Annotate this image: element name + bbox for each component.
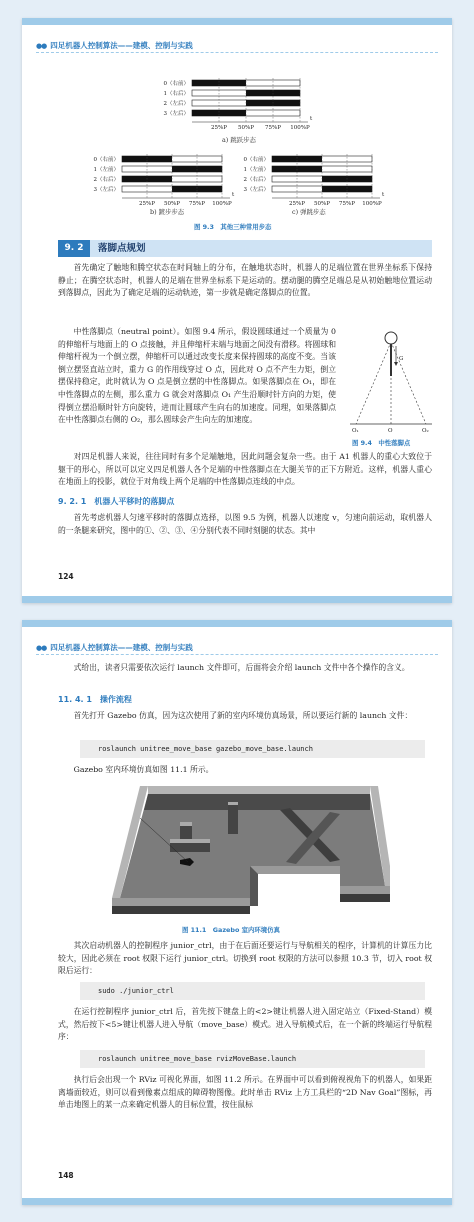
gait-chart-c (244, 154, 386, 207)
gait-chart-b (94, 154, 236, 207)
pendulum-ball (385, 332, 397, 344)
figure-11-1-caption: 图 11.1 Gazebo 室内环境仿真 (182, 926, 280, 934)
inner-pillar (228, 804, 238, 834)
page-bottom-band (22, 1198, 452, 1205)
code-block-gazebo: roslaunch unitree_move_base gazebo_move_base.launch (80, 740, 425, 758)
gait-chart-a (164, 78, 314, 131)
leg-label: 2（右后） (243, 177, 269, 183)
paragraph-gazebo: 首先打开 Gazebo 仿真，因为这次使用了新的室内环境仿真场景，所以要运行新的 launch 文件： (73, 711, 413, 720)
running-header (36, 642, 193, 653)
tick-label: 100%P (362, 201, 382, 207)
wall-face-front-right (340, 894, 390, 902)
leg-label: 2（左后） (163, 101, 189, 107)
page-number: 148 (58, 1171, 74, 1180)
code-block-junior-ctrl: sudo ./junior_ctrl (80, 982, 425, 1000)
wall-top-front-left (112, 898, 250, 906)
page-top-band (22, 620, 452, 627)
page-bottom-band (22, 596, 452, 603)
left-dash (356, 342, 391, 424)
tick-label: 75%P (265, 125, 281, 131)
tick-label: 75%P (339, 201, 355, 207)
label-O: O (388, 428, 393, 434)
figure-9-4-caption: 图 9.4 中性落脚点 (352, 439, 411, 447)
leg-label: 0（右前） (93, 157, 119, 163)
tick-label: 25%P (289, 201, 305, 207)
label-O2: O₂ (422, 428, 429, 434)
neutral-point-figure (340, 324, 440, 434)
header-dots-icon: ●● (36, 41, 47, 50)
subsection-title: 11. 4. 1 操作流程 (58, 695, 132, 704)
leg-label: 3（左后） (163, 111, 189, 117)
paragraph-figure-ref: Gazebo 室内环境仿真如图 11.1 所示。 (73, 765, 214, 774)
time-axis-label: t (232, 192, 235, 198)
paragraph-junior-ctrl: 其次启动机器人的控制程序 junior_ctrl，由于在后面还要运行与导航相关的程序，计算机的计算压力比较大，因此必须在 root 权限下运行 junior_ctrl。切换到 root 权限的方法可以参照 10.3 节，切入 root 权限后运行： (58, 941, 432, 976)
wall-face-back (144, 794, 370, 810)
caption-b: b) 踱步步态 (150, 208, 185, 216)
label-G: G (399, 356, 404, 362)
leg-label: 3（左后） (243, 187, 269, 193)
leg-label: 0（右前） (243, 157, 269, 163)
figure-9-3-caption: 图 9.3 其他三种常用步态 (194, 223, 272, 231)
header-title: 四足机器人控制算法——建模、控制与实践 (50, 41, 193, 50)
inner-block-2-top (170, 839, 210, 843)
tick-label: 100%P (290, 125, 310, 131)
section-header (58, 240, 432, 257)
tick-label: 25%P (211, 125, 227, 131)
inner-pillar-top (228, 802, 238, 805)
caption-a: a) 跳跃步态 (222, 136, 256, 144)
gazebo-indoor-scene (100, 780, 390, 920)
tick-label: 50%P (238, 125, 254, 131)
inner-block-2 (170, 842, 210, 852)
leg-label: 1（左前） (243, 167, 269, 173)
time-axis-label: t (382, 192, 385, 198)
leg-label: 1（左前） (93, 167, 119, 173)
wall-top-back (148, 786, 370, 794)
wall-face-front-left (112, 906, 250, 914)
header-dots-icon: ●● (36, 643, 47, 652)
paragraph-navigation-mode: 在运行控制程序 junior_ctrl 后，首先按下键盘上的<2>键让机器人进入固定站立（Fixed-Stand）模式，然后按下<5>键让机器人进入导航（move_base）模式。进入导航模式后，在一个新的终端运行导航程序： (58, 1007, 432, 1042)
running-header (36, 40, 193, 51)
section-number: 9. 2 (58, 240, 90, 257)
subsection-title: 9. 2. 1 机器人平移时的落脚点 (58, 497, 175, 506)
section-title: 落脚点规划 (98, 243, 146, 254)
header-title: 四足机器人控制算法——建模、控制与实践 (50, 643, 193, 652)
leg-label: 0（右前） (163, 81, 189, 87)
paragraph-quadruped: 对四足机器人来说，往往同时有多个足端触地，因此问题会复杂一些。由于 A1 机器人的重心大致位于躯干的形心，所以可以定义四足机器人各个足端的中性落脚点在大腿关节的正下方附近。这样，机器人重心在地面上的投影，就位于对角线上两个足端的中性落脚点连线的中点。 (58, 452, 432, 487)
paragraph-rviz: 执行后会出现一个 RViz 可视化界面，如图 11.2 所示。在界面中可以看到俯视视角下的机器人，如果距离墙面较近，则可以看到像素点组成的障碍物图像。此时单击 RViz 上方工具栏的“2D Nav Goal”图标，再单击地图上的某一点来确定机器人的目标位置，按住鼠标 (58, 1075, 432, 1110)
leg-label: 1（右后） (163, 91, 189, 97)
tick-label: 75%P (189, 201, 205, 207)
caption-c: c) 弹跳步态 (292, 208, 326, 216)
page-number: 124 (58, 572, 74, 581)
time-axis-label: t (310, 116, 313, 122)
label-O1: O₁ (352, 428, 359, 434)
book-page-148 (22, 620, 452, 1205)
leg-label: 3（左后） (93, 187, 119, 193)
wall-step-horizontal (250, 866, 340, 874)
gravity-arrowhead (394, 362, 398, 366)
leg-label: 2（右后） (93, 177, 119, 183)
tick-label: 100%P (212, 201, 232, 207)
tick-label: 50%P (314, 201, 330, 207)
header-rule (36, 52, 438, 53)
inner-block-1-top (180, 822, 192, 826)
page-top-band (22, 18, 452, 25)
tick-label: 25%P (139, 201, 155, 207)
paragraph-neutral-point: 中性落脚点（neutral point）。如图 9.4 所示，假设圆球通过一个质量为 0 的伸缩杆与地面上的 O 点接触，并且伸缩杆末端与地面之间没有滑移。将圆球和伸缩杆视为一个倒立摆，伸缩杆可以通过改变长度来保持圆球的高度不变。当该倒立摆竖直站立时，重力 G 的作用线穿过 O 点，因此对 O 点不产生力矩，倒立摆保持稳定，此时就认为 O 点是倒立摆的中性落脚点。如果落脚点在 O₁，即在中性落脚点的左侧，那么重力 G 就会对落脚点 O₁ 产生沿顺时针方向的力矩，使得倒立摆沿顺时针方向旋转，进而让圆球产生向右的加速度。同理，如果落脚点在中性落脚点右侧的 O₂，那么圆球会产生向左的加速度。 (58, 327, 336, 425)
paragraph-launch-intro: 式给出，读者只需要依次运行 launch 文件即可，后面将会介绍 launch 文件中各个操作的含义。 (73, 663, 410, 672)
wall-top-front-right (340, 886, 390, 894)
header-rule (36, 654, 438, 655)
book-page-124 (22, 18, 452, 603)
paragraph-translation: 首先考虑机器人匀速平移时的落脚点选择，以图 9.5 为例，机器人以速度 v，匀速向前运动，取机器人的一条腿来研究，图中的①、②、③、④分别代表不同时刻腿的状态。其中 (58, 513, 432, 535)
code-block-rviz: roslaunch unitree_move_base rvizMoveBase.launch (80, 1050, 425, 1068)
tick-label: 50%P (164, 201, 180, 207)
paragraph-intro: 首先确定了触地和腾空状态在时间轴上的分布，在触地状态时，机器人的足端位置在世界坐标系下保持静止；在腾空状态时，机器人的足端在世界坐标系下是运动的。摆动腿的腾空足端总是从初始触地位置运动到落脚点，因此为了确定足端的运动轨迹，第一步就是确定落脚点的位置。 (58, 263, 432, 298)
